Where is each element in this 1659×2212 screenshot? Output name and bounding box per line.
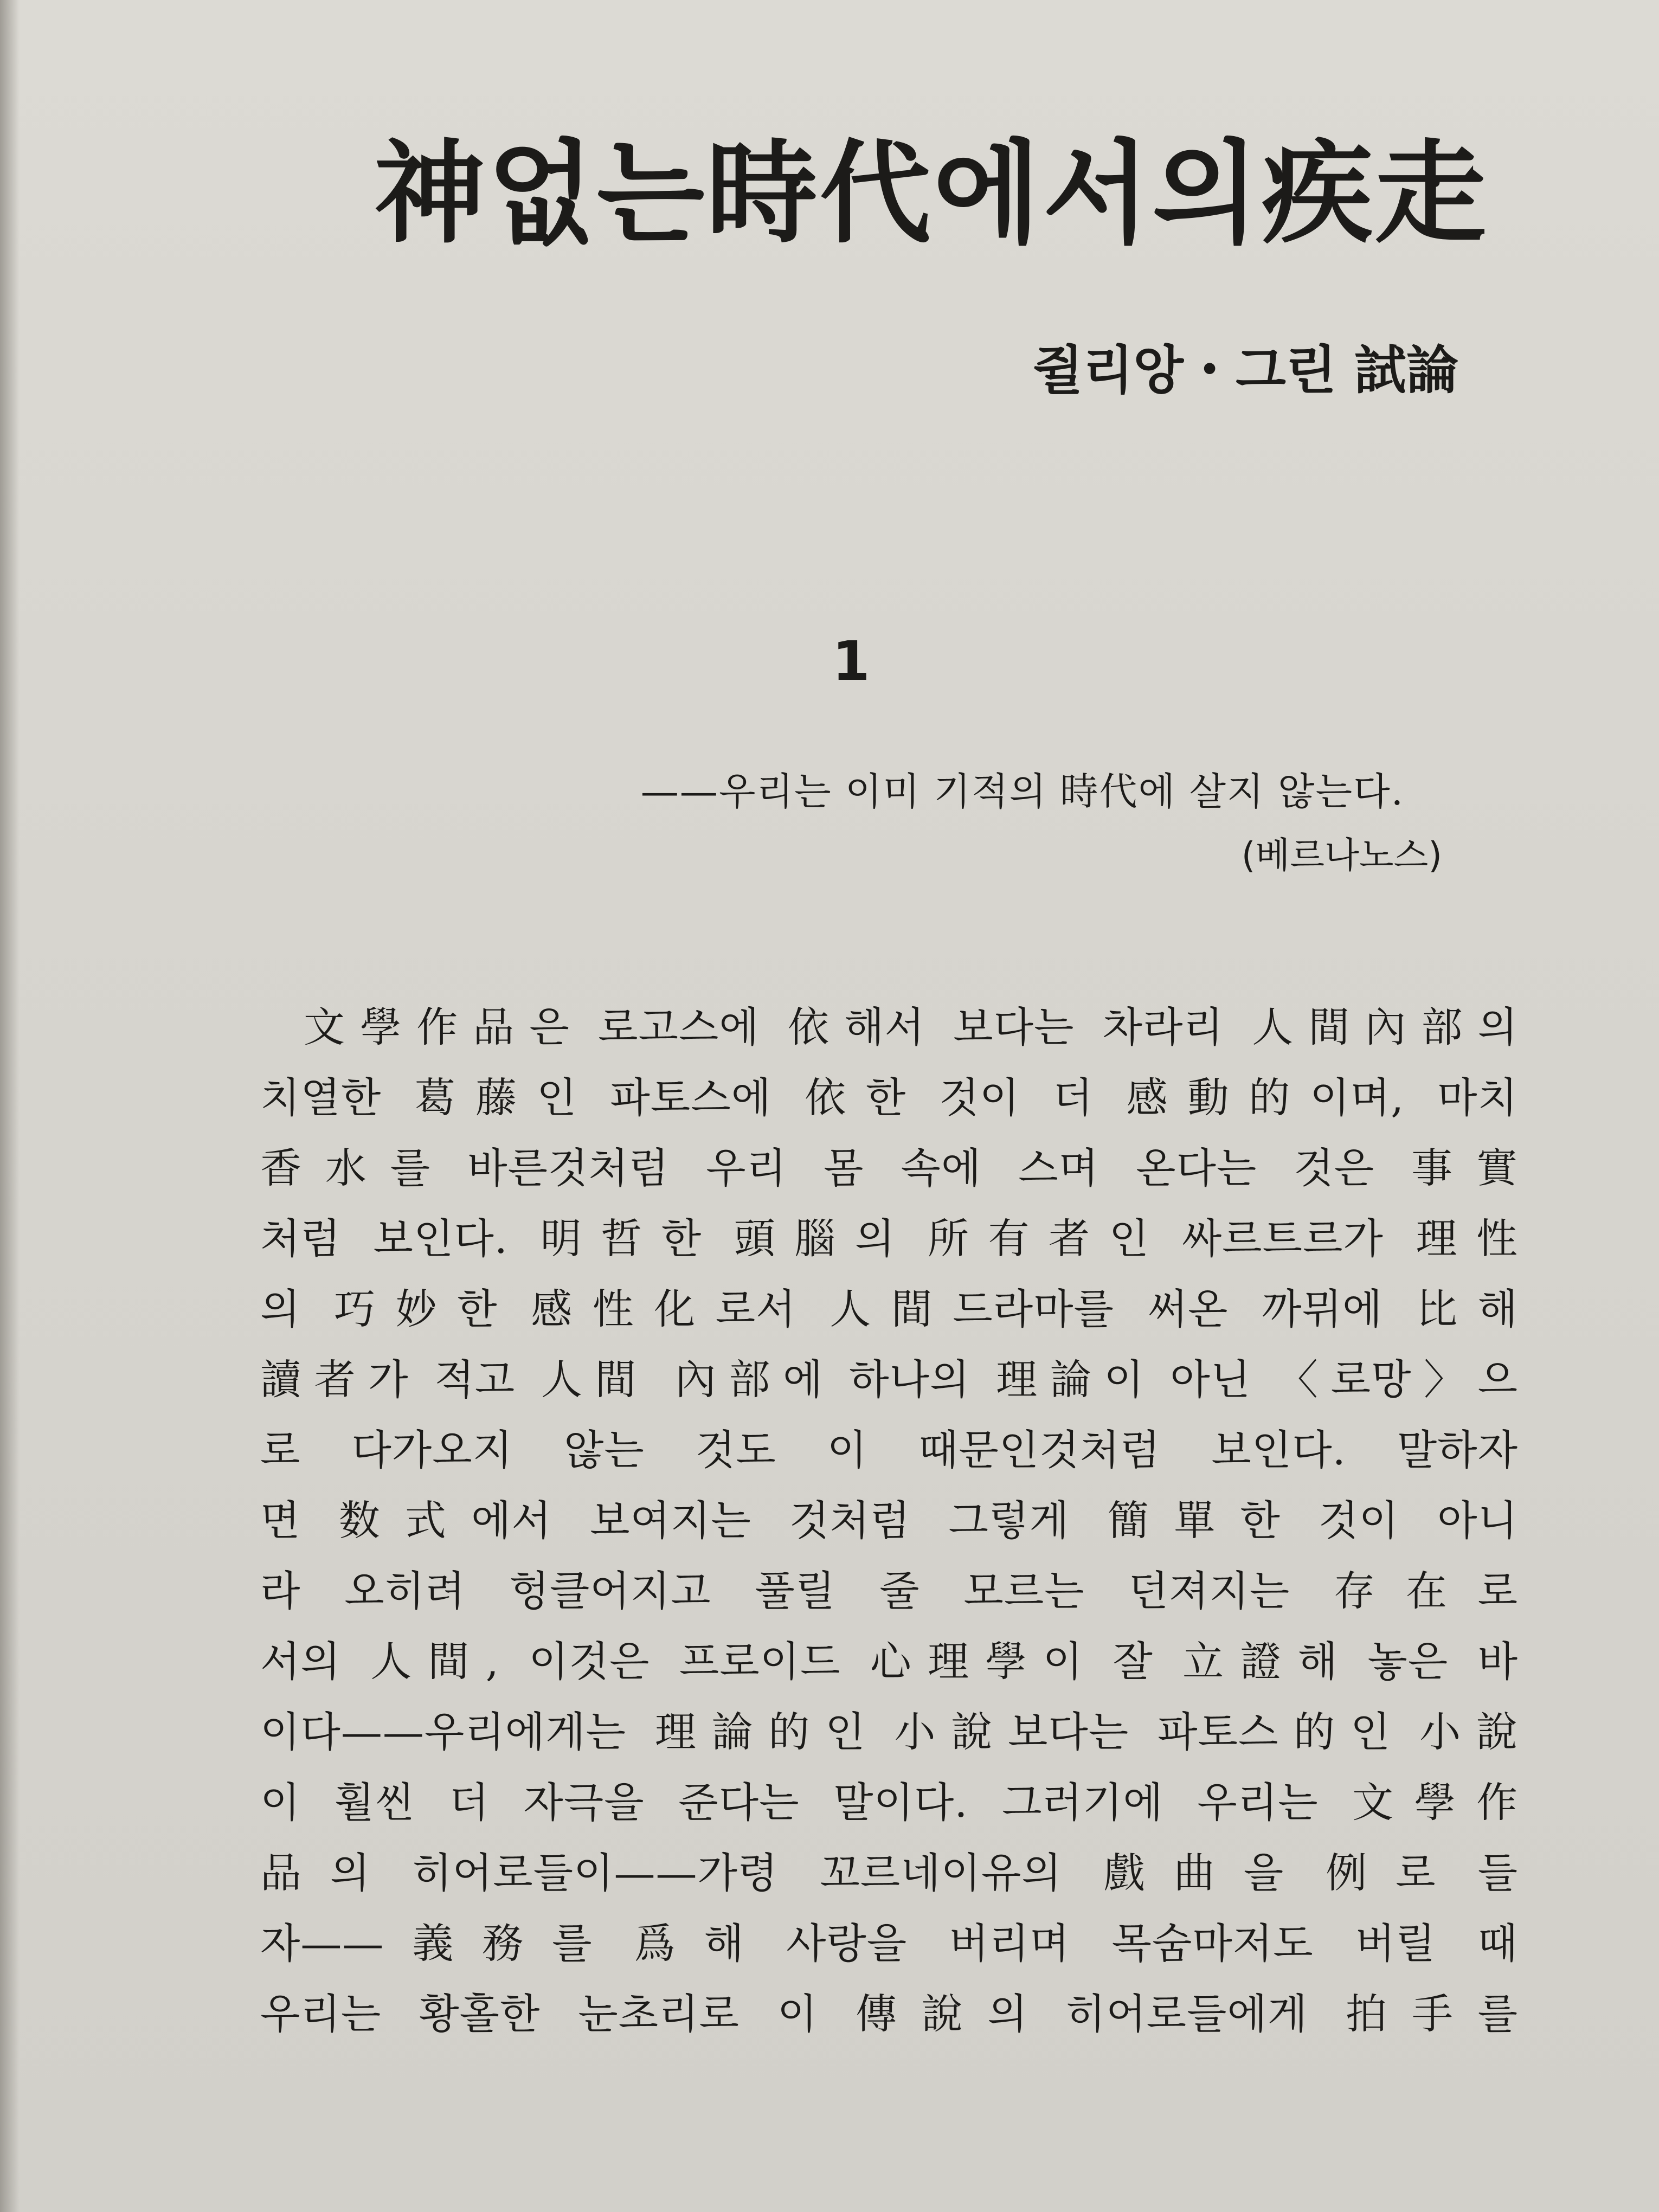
body-line: 치열한 葛藤인 파토스에 依한 것이 더 感動的이며, 마치 [260,1073,1518,1122]
page-gutter-shadow [0,0,20,2212]
epigraph-quote: ——우리는 이미 기적의 時代에 살지 않는다. [640,769,1404,814]
body-line: 라 오히려 헝클어지고 풀릴 줄 모르는 던져지는 存在로 [260,1567,1518,1615]
chapter-title: 神없는時代에서의疾走 [374,128,1489,259]
body-line: 香水를 바른것처럼 우리 몸 속에 스며 온다는 것은 事實 [260,1144,1518,1192]
body-line: 자——義務를 爲해 사랑을 버리며 목숨마저도 버릴 때 [260,1919,1518,1967]
chapter-subtitle: 쥘리앙・그린 試論 [1032,340,1458,401]
body-line: 로 다가오지 않는 것도 이 때문인것처럼 보인다. 말하자 [260,1426,1518,1474]
body-line: 처럼 보인다. 明哲한 頭腦의 所有者인 싸르트르가 理性 [260,1214,1518,1263]
section-number: 1 [832,629,870,693]
body-line: 우리는 황홀한 눈초리로 이 傳說의 히어로들에게 拍手를 [260,1990,1518,2038]
body-line: 의 巧妙한 感性化로서 人間드라마를 써온 까뮈에 比해 [260,1285,1518,1333]
body-line: 서의 人間, 이것은 프로이드 心理學이 잘 立證해 놓은 바 [260,1637,1518,1686]
epigraph-source: (베르나노스) [1241,834,1442,876]
body-line: 면 数式에서 보여지는 것처럼 그렇게 簡單한 것이 아니 [260,1496,1518,1545]
body-line: 文學作品은 로고스에 依해서 보다는 차라리 人間內部의 [304,1003,1518,1051]
body-line: 品의 히어로들이——가령 꼬르네이유의 戲曲을 例로 들 [260,1849,1518,1897]
body-line: 이 훨씬 더 자극을 준다는 말이다. 그러기에 우리는 文學作 [260,1778,1518,1827]
body-line: 讀者가 적고 人間 內部에 하나의 理論이 아닌 〈로망〉으 [260,1355,1518,1404]
body-paragraph [260,992,1518,2049]
body-line: 이다——우리에게는 理論的인 小說보다는 파토스的인 小說 [260,1708,1518,1756]
